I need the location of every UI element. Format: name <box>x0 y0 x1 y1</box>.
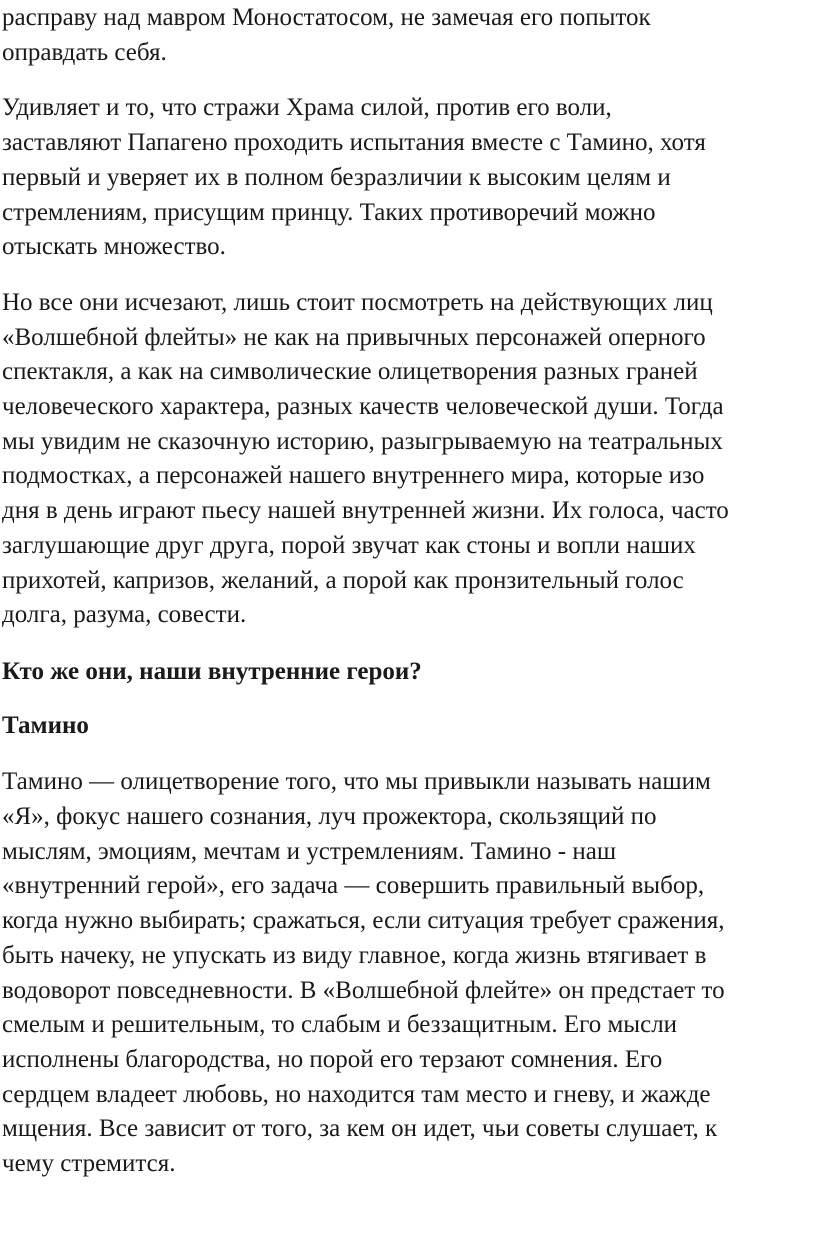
paragraph-4 <box>2 765 816 1181</box>
paragraph-line: «внутренний герой», его задача — совершить правильный выбор, <box>2 872 705 900</box>
paragraph-line: чему стремится. <box>2 1150 176 1178</box>
paragraph-line: заставляют Папагено проходить испытания вместе с Тамино, хотя <box>2 129 706 157</box>
paragraph-line: Но все они исчезают, лишь стоит посмотреть на действующих лиц <box>2 288 713 316</box>
paragraph-line: расправу над мавром Моностатосом, не замечая его попыток <box>2 4 651 31</box>
paragraph-2 <box>2 91 816 265</box>
paragraph-line: оправдать себя. <box>2 38 167 66</box>
paragraph-3 <box>2 286 816 633</box>
paragraph-1 <box>2 1 816 70</box>
paragraph-line: исполнены благородства, но порой его терзают сомнения. Его <box>2 1045 663 1073</box>
paragraph-line: когда нужно выбирать; сражаться, если ситуация требует сражения, <box>2 907 725 935</box>
paragraph-line: Удивляет и то, что стражи Храма силой, против его воли, <box>2 94 612 122</box>
paragraph-line: мы увидим не сказочную историю, разыгрываемую на театральных <box>2 427 723 455</box>
paragraph-line: быть начеку, не упускать из виду главное, когда жизнь втягивает в <box>2 941 707 969</box>
paragraph-line: прихотей, капризов, желаний, а порой как пронзительный голос <box>2 566 684 594</box>
paragraph-line: смелым и решительным, то слабым и беззащитным. Его мысли <box>2 1011 678 1039</box>
paragraph-line: «Волшебной флейты» не как на привычных персонажей оперного <box>2 323 706 351</box>
paragraph-line: мщения. Все зависит от того, за кем он идет, чьи советы слушает, к <box>2 1115 718 1143</box>
paragraph-line: подмостках, а персонажей нашего внутреннего мира, которые изо <box>2 462 705 490</box>
paragraph-line: спектакля, а как на символические олицетворения разных граней <box>2 358 698 386</box>
paragraph-line: долга, разума, совести. <box>2 601 247 629</box>
section-heading: Кто же они, наши внутренние герои? <box>2 657 422 685</box>
paragraph-line: заглушающие друг друга, порой звучат как стоны и вопли наших <box>2 531 696 559</box>
paragraph-line: дня в день играют пьесу нашей внутренней жизни. Их голоса, часто <box>2 497 729 525</box>
paragraph-line: первый и уверяет их в полном безразличии к высоким целям и <box>2 163 671 191</box>
paragraph-line: мыслям, эмоциям, мечтам и устремлениям. Тамино - наш <box>2 837 617 865</box>
paragraph-line: водоворот повседневности. В «Волшебной флейте» он предстает то <box>2 976 725 1004</box>
subsection-heading: Тамино <box>2 711 89 739</box>
paragraph-line: отыскать множество. <box>2 233 226 261</box>
paragraph-line: Тамино — олицетворение того, что мы привыкли называть нашим <box>2 768 711 796</box>
paragraph-line: сердцем владеет любовь, но находится там место и гневу, и жажде <box>2 1080 711 1108</box>
paragraph-line: «Я», фокус нашего сознания, луч прожектора, скользящий по <box>2 803 657 831</box>
paragraph-line: стремлениям, присущим принцу. Таких противоречий можно <box>2 198 656 226</box>
paragraph-line: человеческого характера, разных качеств человеческой души. Тогда <box>2 393 724 421</box>
